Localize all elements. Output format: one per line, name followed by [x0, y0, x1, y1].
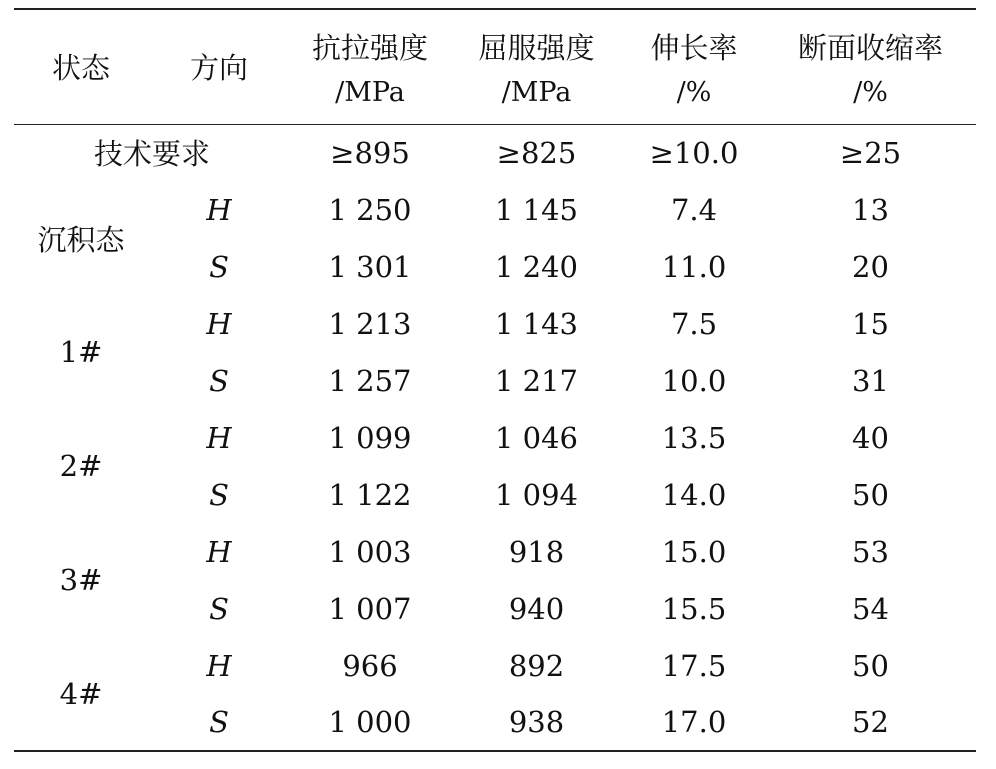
- direction-cell: H: [206, 534, 232, 569]
- elongation-cell: 7.5: [670, 306, 718, 341]
- table-row: [14, 694, 976, 751]
- reduction-cell: 53: [852, 534, 889, 569]
- table-row: [14, 181, 976, 238]
- requirement-tensile: ≥895: [330, 135, 410, 170]
- properties-table-container: [14, 8, 976, 752]
- tensile-cell: 1 301: [328, 249, 412, 284]
- header-direction: 方向: [189, 51, 248, 86]
- yield-cell: 892: [508, 648, 565, 683]
- tensile-cell: 1 099: [328, 420, 412, 455]
- yield-cell: 940: [508, 591, 565, 626]
- header-yield-unit: /MPa: [501, 76, 572, 108]
- reduction-cell: 13: [852, 192, 889, 227]
- table-row: [14, 238, 976, 295]
- tensile-cell: 1 257: [328, 363, 412, 398]
- reduction-cell: 40: [852, 420, 889, 455]
- direction-cell: H: [206, 648, 232, 683]
- direction-cell: H: [206, 192, 232, 227]
- requirement-label: 技术要求: [93, 137, 210, 172]
- table-row: [14, 523, 976, 580]
- elongation-cell: 7.4: [670, 192, 718, 227]
- direction-cell: S: [209, 249, 229, 284]
- yield-cell: 1 094: [494, 477, 579, 512]
- table-row: [14, 352, 976, 409]
- reduction-cell: 15: [852, 306, 889, 341]
- tensile-cell: 1 000: [328, 705, 412, 739]
- reduction-cell: 50: [852, 477, 889, 512]
- direction-cell: S: [209, 363, 229, 398]
- yield-cell: 918: [508, 534, 565, 569]
- header-reduction-label: 断面收缩率: [797, 30, 943, 65]
- elongation-cell: 17.5: [661, 648, 727, 683]
- table-row: [14, 637, 976, 694]
- state-cell: 4#: [59, 676, 103, 711]
- requirement-elongation: ≥10.0: [649, 135, 739, 170]
- direction-cell: H: [206, 420, 232, 455]
- requirement-yield: ≥825: [496, 135, 577, 170]
- tensile-cell: 1 003: [328, 534, 412, 569]
- elongation-cell: 15.5: [661, 591, 727, 626]
- header-tensile-label: 抗拉强度: [311, 30, 428, 65]
- yield-cell: 1 240: [494, 249, 579, 284]
- state-cell: 沉积态: [37, 222, 125, 257]
- elongation-cell: 13.5: [661, 420, 727, 455]
- direction-cell: H: [206, 306, 232, 341]
- requirement-reduction: ≥25: [839, 135, 902, 170]
- reduction-cell: 50: [852, 648, 889, 683]
- yield-cell: 1 143: [494, 306, 579, 341]
- table-row: [14, 409, 976, 466]
- requirement-row: [14, 124, 976, 181]
- reduction-cell: 31: [852, 363, 889, 398]
- elongation-cell: 17.0: [661, 705, 727, 739]
- yield-cell: 1 145: [494, 192, 579, 227]
- tensile-cell: 1 122: [328, 477, 412, 512]
- direction-cell: S: [209, 591, 229, 626]
- tensile-cell: 1 250: [328, 192, 412, 227]
- header-state: 状态: [51, 51, 110, 86]
- direction-cell: S: [209, 705, 229, 739]
- reduction-cell: 20: [852, 249, 889, 284]
- tensile-cell: 966: [342, 648, 398, 683]
- elongation-cell: 15.0: [661, 534, 727, 569]
- header-reduction: [765, 9, 976, 124]
- elongation-cell: 14.0: [661, 477, 727, 512]
- header-elongation-label: 伸长率: [650, 30, 738, 65]
- header-elongation: [623, 9, 765, 124]
- header-reduction-unit: /%: [853, 76, 888, 108]
- tensile-cell: 1 007: [328, 591, 412, 626]
- mechanical-properties-table: [14, 8, 976, 752]
- tensile-cell: 1 213: [328, 306, 412, 341]
- yield-cell: 938: [508, 705, 565, 739]
- elongation-cell: 11.0: [661, 249, 727, 284]
- state-cell: 1#: [59, 335, 103, 369]
- table-header-row: [14, 9, 976, 124]
- header-elongation-unit: /%: [676, 76, 712, 108]
- elongation-cell: 10.0: [661, 363, 727, 398]
- reduction-cell: 52: [852, 705, 889, 739]
- direction-cell: S: [209, 477, 229, 512]
- yield-cell: 1 217: [494, 363, 579, 398]
- yield-cell: 1 046: [494, 420, 579, 455]
- header-yield-label: 屈服强度: [478, 30, 595, 65]
- table-row: [14, 295, 976, 352]
- header-tensile: [290, 9, 450, 124]
- reduction-cell: 54: [852, 591, 889, 626]
- state-cell: 2#: [59, 449, 103, 483]
- header-tensile-unit: /MPa: [335, 76, 405, 108]
- table-row: [14, 580, 976, 637]
- table-row: [14, 466, 976, 523]
- state-cell: 3#: [59, 563, 103, 597]
- header-yield: [450, 9, 623, 124]
